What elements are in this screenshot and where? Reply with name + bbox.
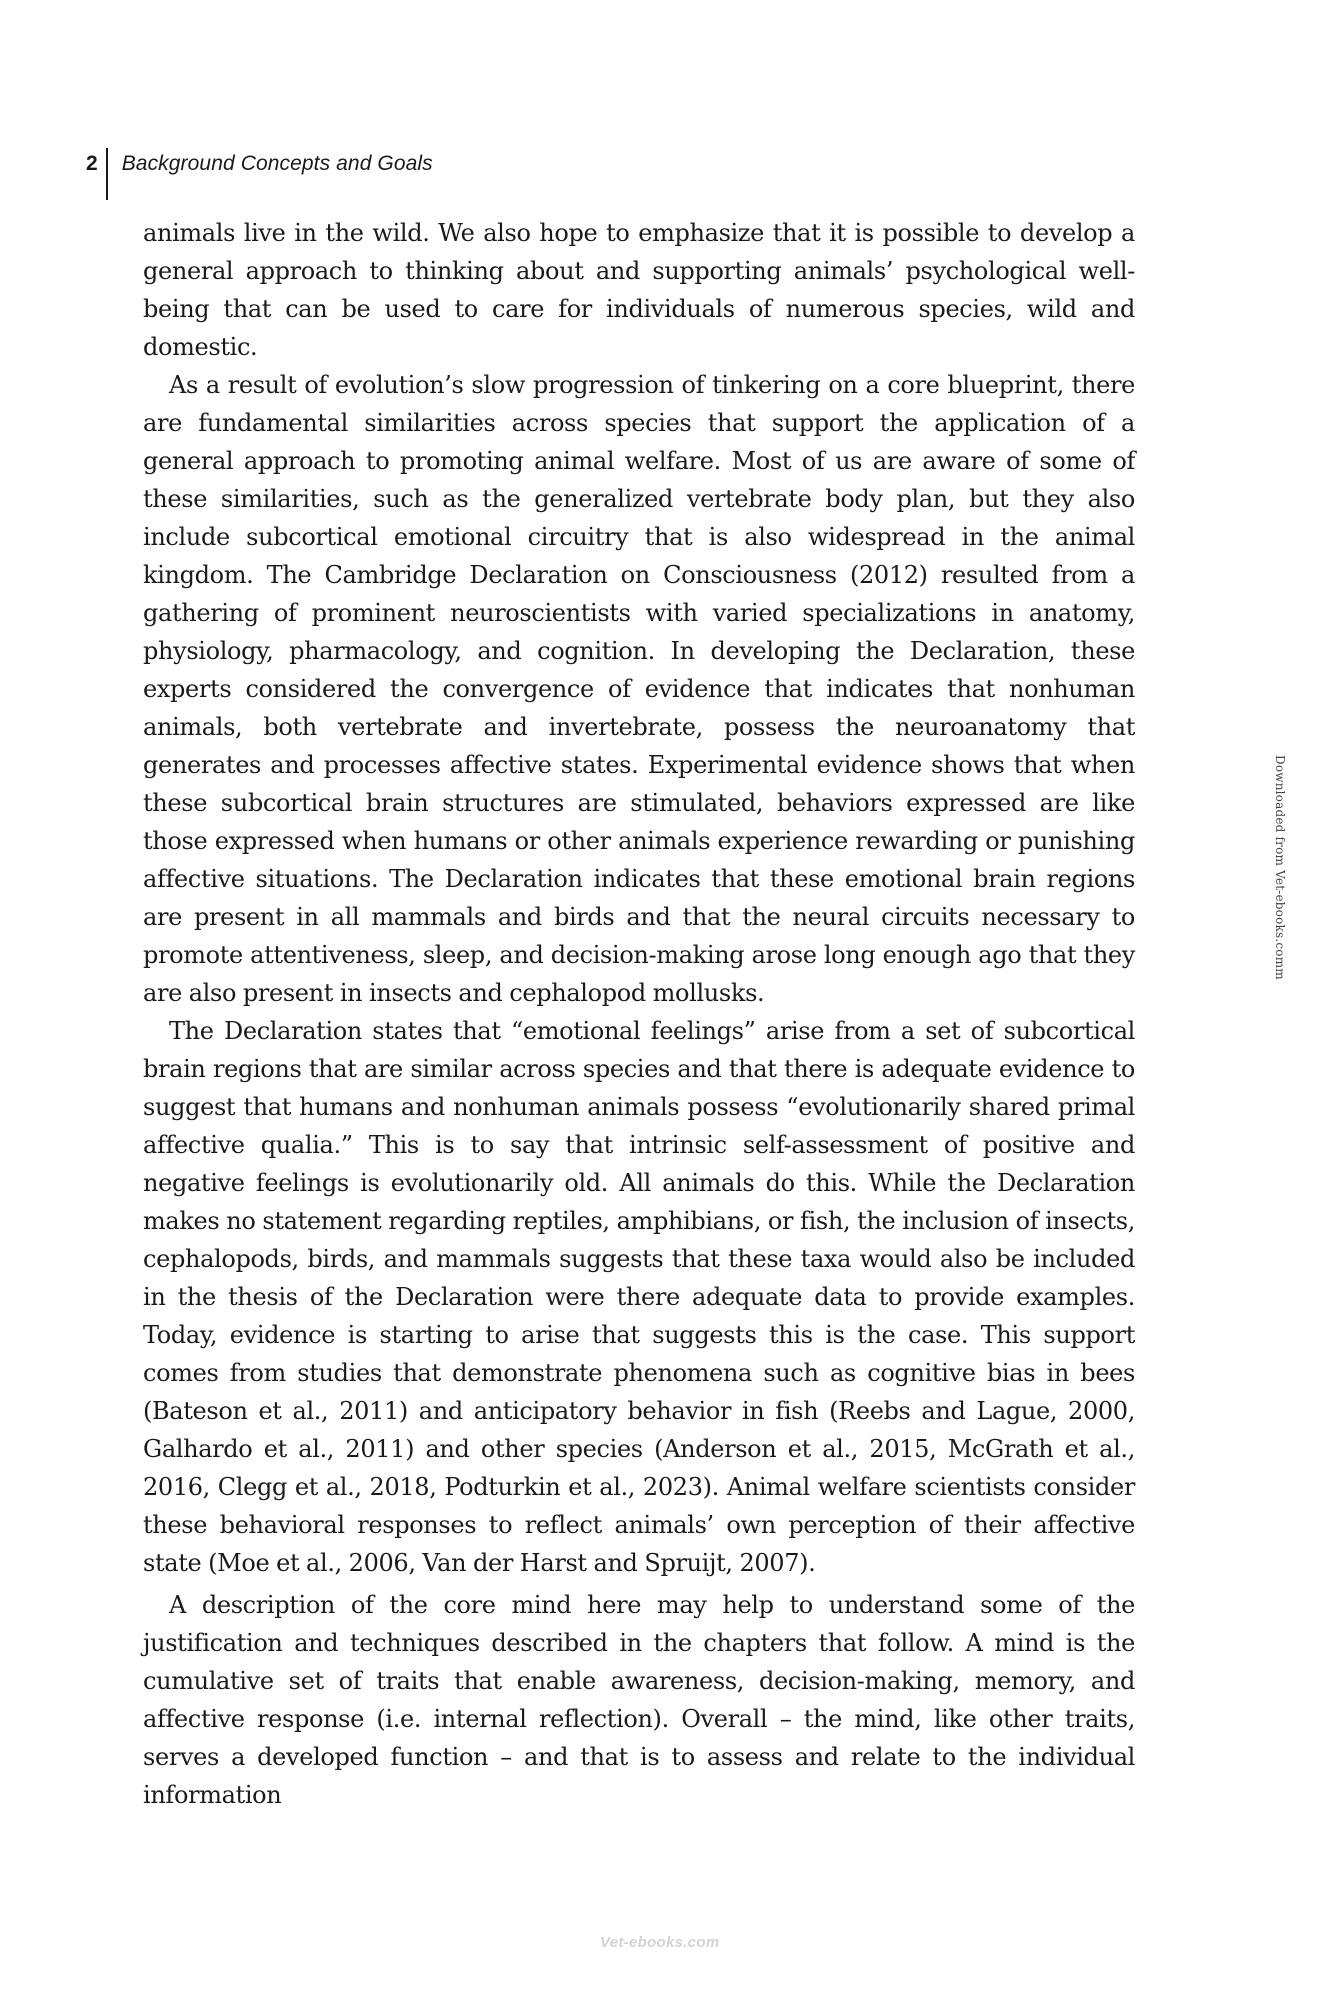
paragraph-core-mind: A description of the core mind here may help to understand some of the justification and techniques described in the chapters that follow. A mind is the cumulative set of traits that enable awareness, decision-making, memory, and affective response (i.e. internal reflection). Overall – the mind, like other traits, serves a developed function – and that is to assess and relate to the individual information [143,1591,1135,1809]
footer-watermark: Vet-ebooks.com [600,1934,720,1951]
running-head [86,148,433,200]
paragraph-continued: animals live in the wild. We also hope to emphasize that it is possible to develop a general approach to thinking about and supporting animals’ psychological well-being that can be used to care for individuals of numerous species, wild and domestic. [143,219,1135,361]
paragraph-evolution-similarities: As a result of evolution’s slow progression of tinkering on a core blueprint, there are fundamental similarities across species that support the application of a general approach to promoting animal welfare. Most of us are aware of some of these similarities, such as the generalized vertebrate body plan, but they also include subcortical emotional circuitry that is also widespread in the animal kingdom. The Cambridge Declaration on Consciousness (2012) resulted from a gathering of prominent neuroscientists with varied specializations in anatomy, physiology, pharmacology, and cognition. In developing the Declaration, these experts considered the convergence of evidence that indicates that nonhuman animals, both vertebrate and invertebrate, possess the neuroanatomy that generates and processes affective states. Experimental evidence shows that when these subcortical brain structures are stimulated, behaviors expressed are like those expressed when humans or other animals experience rewarding or punishing affective situations. The Declaration indicates that these emotional brain regions are present in all mammals and birds and that the neural circuits necessary to promote attentiveness, sleep, and decision-making arose long enough ago that they are also present in insects and cephalopod mollusks. [143,371,1135,1007]
running-head-title: Background Concepts and Goals [121,152,433,175]
page-number: 2 [86,152,98,175]
download-side-note: Downloaded from Vet-ebooks.comm [1273,755,1287,980]
paragraph-declaration-states: The Declaration states that “emotional feelings” arise from a set of subcortical brain regions that are similar across species and that there is adequate evidence to suggest that humans and nonhuman animals possess “evolutionarily shared primal affective qualia.” This is to say that intrinsic self-assessment of positive and negative feelings is evolutionarily old. All animals do this. While the Declaration makes no statement regarding reptiles, amphibians, or fish, the inclusion of insects, cephalopods, birds, and mammals suggests that these taxa would also be included in the thesis of the Declaration were there adequate data to provide examples. Today, evidence is starting to arise that suggests this is the case. This support comes from studies that demonstrate phenomena such as cognitive bias in bees (Bateson et al., 2011) and anticipatory behavior in fish (Reebs and Lague, 2000, Galhardo et al., 2011) and other species (Anderson et al., 2015, McGrath et al., 2016, Clegg et al., 2018, Podturkin et al., 2023). Animal welfare scientists consider these behavioral responses to reflect animals’ own perception of their affective state (Moe et al., 2006, Van der Harst and Spruijt, 2007). [143,1017,1135,1577]
body-text [143,214,1135,1814]
